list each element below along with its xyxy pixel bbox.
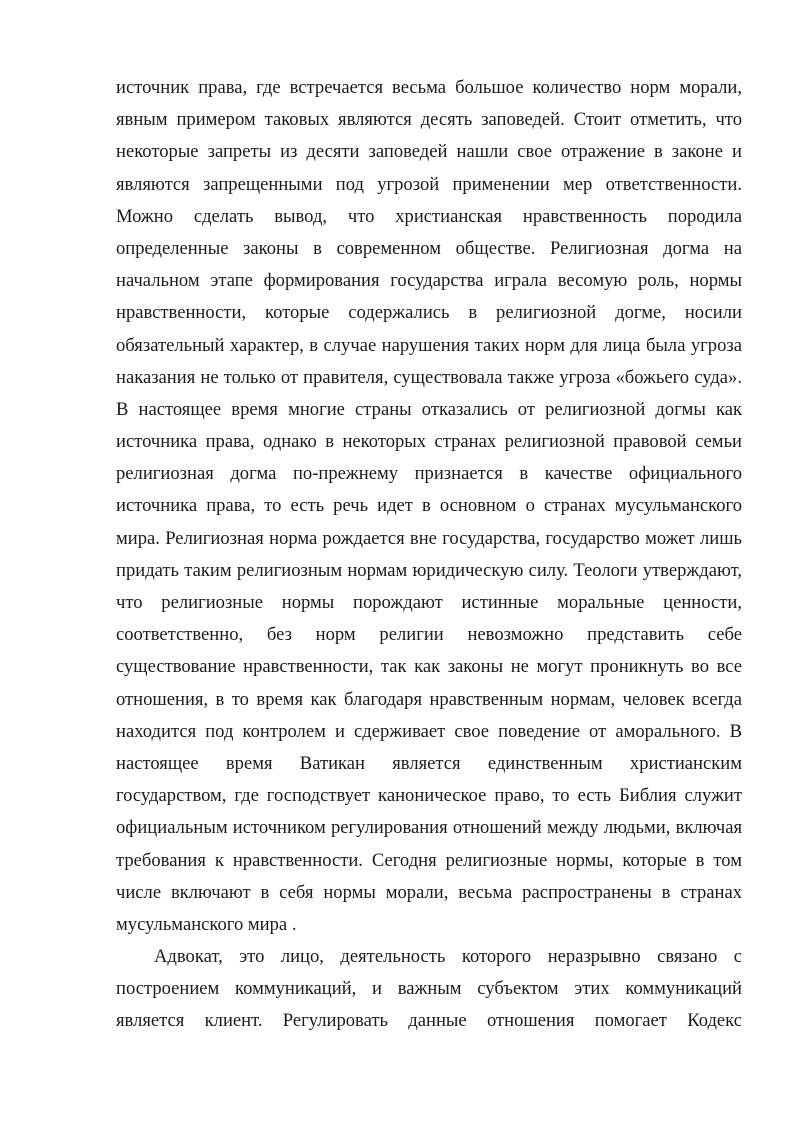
text-line: требования к нравственности. Сегодня религиозные нормы, которые в том [116,849,742,871]
text-line: наказания не только от правителя, существовала также угроза «божьего суда». [116,366,742,388]
text-line: отношения, в то время как благодаря нравственным нормам, человек всегда [116,688,742,710]
text-line: явным примером таковых являются десять заповедей. Стоит отметить, что [116,109,742,131]
text-line: государством, где господствует каноническое право, то есть Библия служит [116,785,742,807]
text-line: что религиозные нормы порождают истинные моральные ценности, [116,592,742,613]
text-line: религиозная догма по-прежнему признается в качестве официального [116,463,742,485]
text-line: определенные законы в современном обществе. Религиозная догма на [116,237,742,259]
text-line: мира. Религиозная норма рождается вне государства, государство может лишь [116,527,742,549]
document-page [116,72,742,1038]
text-line: источника права, то есть речь идет в основном о странах мусульманского [116,495,742,517]
text-line: Можно сделать вывод, что христианская нравственность породила [116,205,742,227]
text-line: источник права, где встречается весьма большое количество норм морали, [116,77,742,98]
text-line: официальным источником регулирования отношений между людьми, включая [116,817,742,839]
text-line: числе включают в себя нормы морали, весьма распространены в странах [116,881,742,903]
text-line: В настоящее время многие страны отказались от религиозной догмы как [116,398,742,420]
text-line: начальном этапе формирования государства играла весомую роль, нормы [116,270,742,292]
text-line: существование нравственности, так как законы не могут проникнуть во все [116,656,742,678]
text-line: обязательный характер, в случае нарушения таких норм для лица была угроза [116,334,742,356]
text-line: придать таким религиозным нормам юридическую силу. Теологи утверждают, [116,559,742,581]
text-line: являются запрещенными под угрозой применении мер ответственности. [116,173,742,195]
paragraph-2 [116,941,742,1038]
text-line: некоторые запреты из десяти заповедей нашли свое отражение в законе и [116,141,742,163]
text-line: настоящее время Ватикан является единственным христианским [116,752,742,774]
text-line: источника права, однако в некоторых странах религиозной правовой семьи [116,431,742,453]
paragraph-1 [116,72,742,941]
text-line: соответственно, без норм религии невозможно представить себе [116,624,742,646]
text-line: нравственности, которые содержались в религиозной догме, носили [116,302,742,324]
text-line: является клиент. Регулировать данные отношения помогает Кодекс [116,1010,742,1032]
text-line: построением коммуникаций, и важным субъектом этих коммуникаций [116,978,742,1000]
text-line: Адвокат, это лицо, деятельность которого неразрывно связано с [154,946,742,968]
text-line: находится под контролем и сдерживает свое поведение от аморального. В [116,720,742,742]
text-line: мусульманского мира . [116,913,297,935]
